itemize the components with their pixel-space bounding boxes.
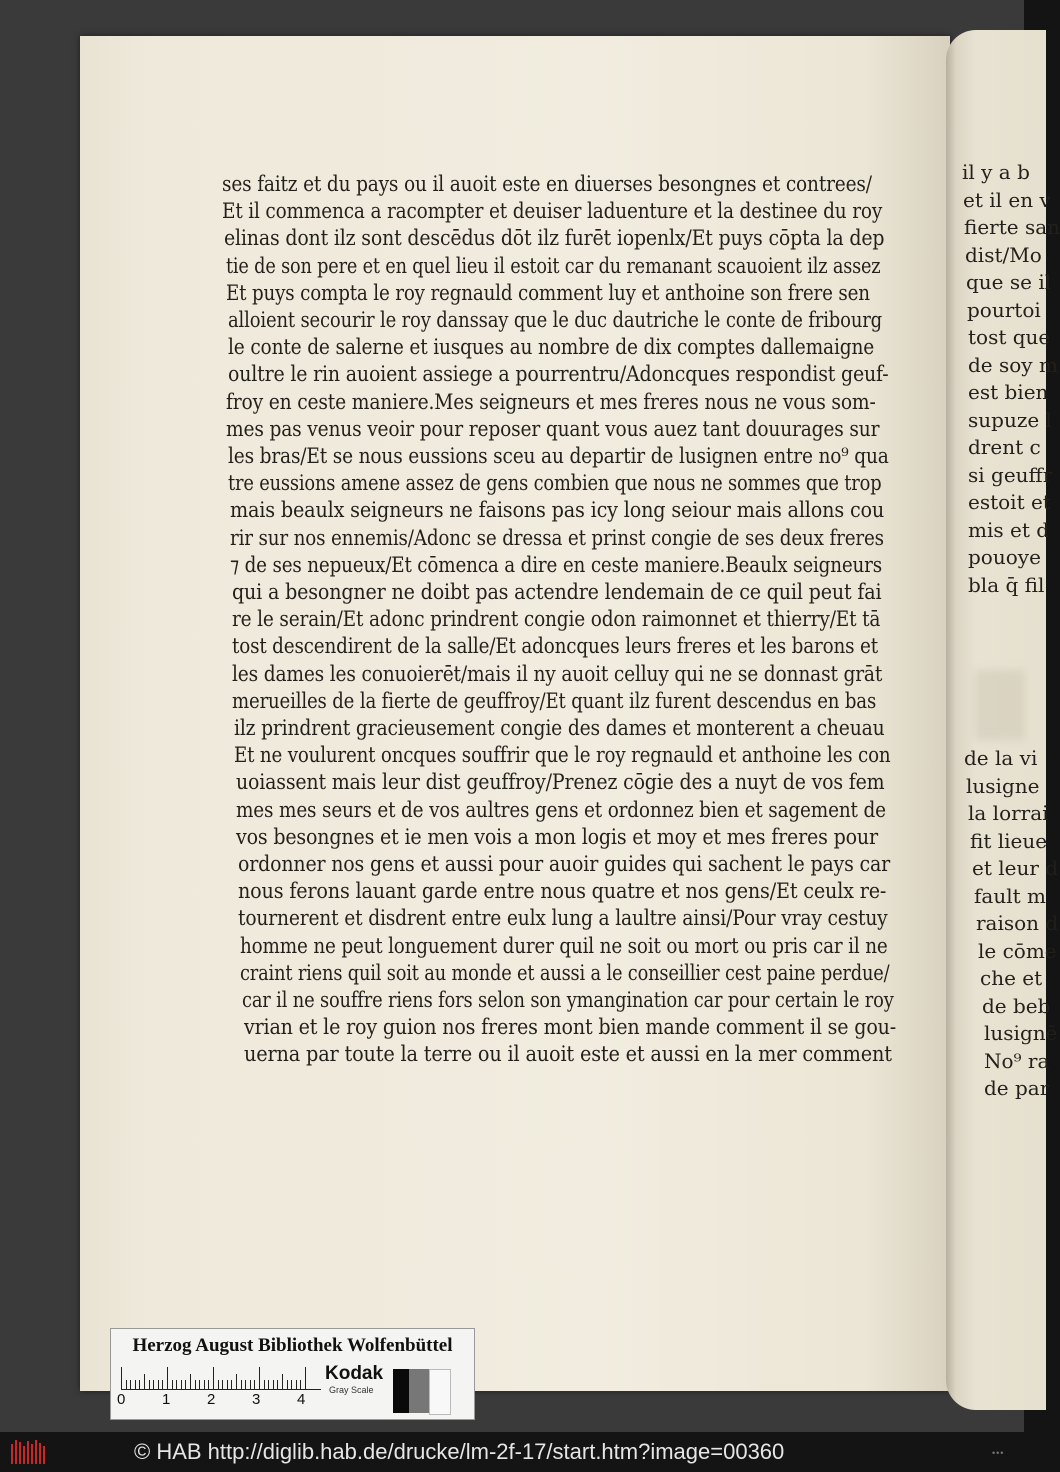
ruler-tick	[277, 1380, 278, 1389]
adjacent-page-line: raison d	[976, 911, 1059, 935]
ruler-tick	[222, 1380, 223, 1389]
page-line: les bras/Et se nous eussions sceu au departir de lusignen entre no⁹ qua	[228, 444, 889, 468]
ruler-tick	[181, 1380, 182, 1389]
gray-swatch-white	[429, 1369, 451, 1415]
adjacent-page-line: pourtoi	[967, 297, 1041, 322]
adjacent-page-line: mis et d	[968, 517, 1050, 542]
ruler-tick	[241, 1380, 242, 1389]
page-line: ses faitz et du pays ou il auoit este en diuerses besongnes et contrees/	[222, 172, 872, 196]
ruler-tick	[218, 1380, 219, 1389]
page-line: merueilles de la fierte de geuffroy/Et quant ilz furent descendus en bas	[232, 688, 877, 713]
ruler-number: 4	[297, 1391, 306, 1408]
adjacent-page-line: le cōme	[978, 938, 1057, 963]
ruler-tick	[291, 1380, 292, 1389]
adjacent-page-line: et il en v	[963, 187, 1051, 212]
adjacent-page-line: la lorrai	[968, 801, 1049, 825]
adjacent-page-line: que se il	[966, 270, 1052, 294]
page-line: car il ne souffre riens fors selon son ymangination car pour certain le roy	[242, 988, 894, 1012]
ruler-tick	[208, 1380, 209, 1389]
page-line: Et puys compta le roy regnauld comment luy et anthoine son frere sen	[226, 280, 870, 305]
ruler-number: 2	[207, 1391, 216, 1408]
adjacent-page-line: che et	[980, 966, 1043, 990]
page-line: Et il commenca a racompter et deuiser laduenture et la destinee du roy	[222, 199, 883, 224]
ruler-tick	[126, 1380, 127, 1389]
ruler-tick	[300, 1380, 301, 1389]
ruler-tick	[149, 1380, 150, 1389]
adjacent-page-line: estoit et	[968, 490, 1051, 514]
ruler-number: 0	[117, 1391, 126, 1408]
ruler-tick	[296, 1380, 297, 1389]
adjacent-page-line: de par	[984, 1076, 1050, 1100]
page-line: alloient secourir le roy danssay que le duc dautriche le conte de fribourg	[228, 308, 883, 332]
adjacent-page-line: dist/Mo	[965, 242, 1042, 267]
page-line: oultre le rin auoient assiege a pourrentru/Adoncques respondist geuf-	[228, 362, 889, 387]
page-line: mes pas venus veoir pour reposer quant vous auez tant douurages sur	[226, 416, 880, 441]
ruler-tick	[130, 1380, 131, 1389]
page-line: ilz prindrent gracieusement congie des dames et monterent a cheuau	[234, 716, 885, 740]
ruler-tick	[254, 1380, 255, 1389]
adjacent-page-line: lusignē	[984, 1021, 1058, 1045]
adjacent-page-line: bla q̄ fil	[968, 572, 1045, 597]
hab-logo-icon	[10, 1438, 46, 1466]
ruler-tick	[162, 1380, 163, 1389]
footer-bar	[0, 1432, 1024, 1472]
adjacent-page-line: de beb	[982, 993, 1051, 1018]
adjacent-page-line: fit lieue	[970, 828, 1048, 853]
adjacent-page-line: fierte san	[964, 215, 1060, 239]
adjacent-page-line: fault m	[974, 883, 1046, 908]
ruler-tick	[245, 1380, 246, 1389]
ruler-tick	[167, 1367, 168, 1389]
page-line: vos besongnes et ie men vois a mon logis et moy et mes freres pour	[236, 824, 878, 849]
ruler-tick	[273, 1380, 274, 1389]
menu-dots-icon[interactable]: •••	[992, 1448, 1005, 1458]
page-line: le conte de salerne et iusques au nombre de dix comptes dallemaigne	[228, 335, 875, 360]
page-line: uerna par toute la terre ou il auoit este et aussi en la mer comment	[244, 1042, 892, 1067]
ruler-tick	[264, 1380, 265, 1389]
page-line: ⁊ de ses nepueux/Et cōmenca a dire en ceste maniere.Beaulx seigneurs	[230, 552, 883, 577]
kodak-logo: Kodak	[325, 1363, 384, 1384]
page-line: froy en ceste maniere.Mes seigneurs et mes freres nous ne vous som-	[226, 389, 876, 414]
ruler-tick	[305, 1367, 306, 1389]
page-line: craint riens quil soit au monde et aussi a le conseillier cest paine perdue/	[240, 960, 890, 985]
ruler-tick	[195, 1380, 196, 1389]
ruler-tick	[139, 1380, 140, 1389]
page-line: les dames les conuoierēt/mais il ny auoit celluy qui ne se donnast grāt	[232, 661, 883, 686]
adjacent-page-line: est bien	[968, 380, 1049, 404]
ruler-tick	[153, 1380, 154, 1389]
adjacent-page-line: il y a b	[962, 160, 1030, 184]
ruler-tick	[259, 1367, 260, 1389]
adjacent-page-line: tost que	[968, 325, 1051, 349]
ruler-tick	[176, 1380, 177, 1389]
page-line: tournerent et disdrent entre eulx lung a laultre ainsi/Pour vray cestuy	[238, 906, 888, 931]
ruler-tick	[231, 1380, 232, 1389]
adjacent-page-line: drent c	[968, 435, 1041, 459]
gray-swatch-mid	[409, 1369, 429, 1413]
page-line: tost descendirent de la salle/Et adoncques leurs freres et les barons et	[232, 634, 878, 659]
page-line: qui a besongner ne doibt pas actendre lendemain de ce quil peut fai	[232, 580, 882, 604]
ruler-tick	[121, 1367, 122, 1389]
page-line: nous ferons lauant garde entre nous quatre et nos gens/Et ceulx re-	[238, 879, 887, 904]
page-line: ordonner nos gens et aussi pour auoir guides qui sachent le pays car	[238, 852, 891, 876]
ruler-tick	[282, 1374, 283, 1389]
page-line: vrian et le roy guion nos freres mont bien mande comment il se gou-	[244, 1015, 897, 1040]
adjacent-page-line: de soy m	[968, 352, 1058, 377]
book-page	[80, 36, 950, 1391]
scale-ruler	[121, 1367, 321, 1390]
ruler-tick	[227, 1380, 228, 1389]
ruler-tick	[199, 1380, 200, 1389]
page-line: elinas dont ilz sont descēdus dōt ilz furēt iopenlx/Et puys cōpta la dep	[224, 226, 885, 251]
ruler-tick	[185, 1380, 186, 1389]
bleed-through-mark	[975, 670, 1025, 740]
ruler-tick	[236, 1374, 237, 1389]
gray-swatch-black	[393, 1369, 409, 1413]
ruler-tick	[204, 1380, 205, 1389]
ruler-tick	[190, 1374, 191, 1389]
kodak-subtitle: Gray Scale	[329, 1385, 374, 1395]
page-line: tre eussions amene assez de gens combien que nous ne sommes que trop	[228, 471, 882, 496]
ruler-tick	[250, 1380, 251, 1389]
adjacent-page-line: et leur d	[972, 856, 1059, 880]
ruler-tick	[144, 1374, 145, 1389]
adjacent-page-line: pouoye	[968, 545, 1041, 569]
library-name: Herzog August Bibliothek Wolfenbüttel	[132, 1335, 453, 1356]
color-reference-card	[110, 1328, 475, 1420]
ruler-number: 1	[162, 1391, 171, 1408]
page-line: uoiassent mais leur dist geuffroy/Prenez cōgie des a nuyt de vos fem	[236, 770, 885, 795]
ruler-tick	[268, 1380, 269, 1389]
page-line: rir sur nos ennemis/Adonc se dressa et prinst congie de ses deux freres	[230, 525, 884, 550]
adjacent-page-line: lusigne	[966, 773, 1040, 798]
ruler-tick	[213, 1367, 214, 1389]
ruler-tick	[287, 1380, 288, 1389]
page-line: re le serain/Et adonc prindrent congie odon raimonnet et thierry/Et tā	[232, 607, 881, 632]
adjacent-page-line: de la vi	[964, 746, 1038, 770]
page-line: mes mes seurs et de vos aultres gens et ordonnez bien et sagement de	[236, 797, 886, 822]
page-line: Et ne voulurent oncques souffrir que le roy regnauld et anthoine les con	[234, 743, 891, 768]
adjacent-page-line: No⁹ ra	[984, 1048, 1050, 1073]
page-line: homme ne peut longuement durer quil ne soit ou mort ou pris car il ne	[240, 933, 888, 958]
adjacent-page-line: supuze l	[968, 407, 1052, 432]
adjacent-page-line: si geuffr	[968, 462, 1053, 487]
page-line: mais beaulx seigneurs ne faisons pas icy long seiour mais allons cou	[230, 498, 885, 523]
ruler-tick	[135, 1380, 136, 1389]
page-line: tie de son pere et en quel lieu il estoit car du remanant scauoient ilz assez	[226, 253, 881, 278]
copyright-url[interactable]: © HAB http://diglib.hab.de/drucke/lm-2f-17/start.htm?image=00360	[134, 1439, 785, 1464]
ruler-tick	[172, 1380, 173, 1389]
ruler-number: 3	[252, 1391, 261, 1408]
ruler-tick	[158, 1380, 159, 1389]
